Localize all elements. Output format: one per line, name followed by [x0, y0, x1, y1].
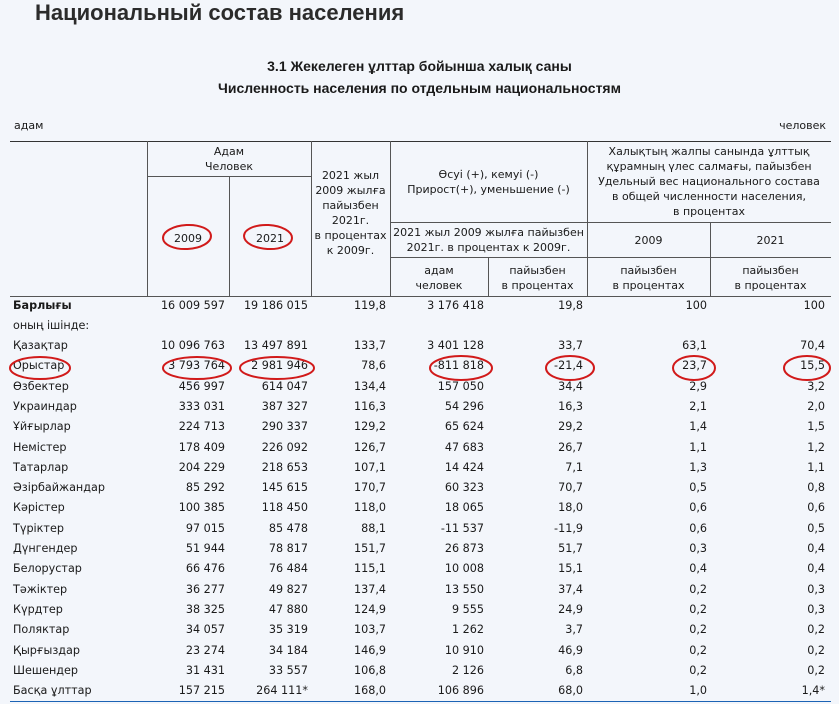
cell-growth-pct: 33,7 [558, 339, 583, 352]
cell-nationality: Әзірбайжандар [13, 481, 105, 495]
cell-share-2021: 0,3 [807, 582, 825, 596]
header-growth: Өсуі (+), кемуі (-) Прирост(+), уменьшение (-) [407, 168, 570, 196]
cell-nationality: Ұйғырлар [13, 420, 71, 434]
cell-growth-abs: 10 008 [444, 562, 484, 576]
header-share-2021-unit: пайызбен в процентах [734, 264, 807, 292]
header-bottom-rule [10, 296, 831, 297]
cell-share-2009: 0,3 [689, 542, 707, 555]
cell-2021: 387 327 [261, 399, 308, 413]
cell-nationality: Шешендер [13, 663, 79, 677]
cell-2021: 78 817 [268, 542, 308, 555]
cell-nationality: Басқа ұлттар [13, 684, 92, 698]
cell-share-2009: 1,4 [689, 420, 707, 434]
cell-share-2009: 0,2 [689, 582, 707, 596]
cell-share-2009: 0,5 [689, 481, 707, 495]
cell-growth-abs: 106 896 [437, 684, 484, 698]
cell-pct: 107,1 [353, 460, 386, 474]
cell-share-2021: 15,5 [800, 359, 825, 373]
cell-share-2009: 1,3 [689, 460, 707, 474]
cell-share-2009: 63,1 [682, 339, 707, 352]
table-row [0, 481, 839, 501]
cell-pct: 78,6 [361, 359, 386, 373]
cell-pct: 106,8 [353, 663, 386, 677]
table-row [0, 562, 839, 582]
cell-nationality: Немістер [13, 440, 67, 454]
cell-2009: 16 009 597 [160, 299, 225, 312]
header-share-2009-unit: пайызбен в процентах [612, 264, 685, 292]
header-year-2021: 2021 [256, 232, 284, 245]
cell-growth-abs: 14 424 [444, 460, 484, 474]
cell-share-2021: 0,2 [807, 643, 825, 657]
cell-pct: 126,7 [353, 440, 386, 454]
cell-growth-pct: 24,9 [558, 602, 583, 616]
subheader-label: оның ішінде: [13, 319, 90, 332]
cell-2021: 35 319 [268, 623, 308, 637]
cell-nationality: Дүнгендер [13, 542, 78, 555]
cell-2021: 76 484 [268, 562, 308, 576]
table-title-kz: 3.1 Жекелеген ұлттар бойынша халық саны [267, 58, 572, 74]
cell-pct: 151,7 [353, 542, 386, 555]
cell-2009: 224 713 [178, 420, 225, 434]
cell-growth-abs: 65 624 [444, 420, 484, 434]
cell-pct: 118,0 [353, 501, 386, 515]
header-rule-sub [390, 257, 831, 258]
cell-2021: 226 092 [261, 440, 308, 454]
table-row [0, 359, 839, 379]
cell-share-2021: 0,4 [807, 542, 825, 555]
table-row [0, 339, 839, 359]
cell-2021: 47 880 [268, 602, 308, 616]
cell-2009: 10 096 763 [160, 339, 225, 352]
cell-2021: 13 497 891 [243, 339, 308, 352]
cell-growth-abs: 3 176 418 [427, 299, 484, 312]
cell-share-2021: 0,2 [807, 623, 825, 637]
cell-growth-pct: 15,1 [558, 562, 583, 576]
cell-share-2021: 1,4* [801, 684, 825, 698]
cell-share-2021: 0,3 [807, 602, 825, 616]
cell-share-2009: 0,6 [689, 521, 707, 535]
table-row [0, 603, 839, 623]
cell-share-2021: 1,1 [807, 460, 825, 474]
cell-growth-pct: -11,9 [554, 521, 583, 535]
cell-growth-abs: 2 126 [451, 663, 484, 677]
header-rule-share [587, 222, 831, 223]
cell-2009: 97 015 [185, 521, 225, 535]
cell-share-2009: 100 [685, 299, 707, 312]
cell-2009: 34 057 [185, 623, 225, 637]
cell-nationality: Белорустар [13, 562, 82, 576]
cell-nationality: Украиндар [13, 399, 77, 413]
cell-share-2021: 1,2 [807, 440, 825, 454]
header-share-2009: 2009 [634, 234, 663, 247]
cell-growth-abs: 1 262 [451, 623, 484, 637]
cell-share-2009: 0,2 [689, 643, 707, 657]
cell-pct: 88,1 [361, 521, 386, 535]
cell-nationality: Орыстар [13, 359, 65, 373]
cell-pct: 170,7 [353, 481, 386, 495]
cell-growth-abs: 10 910 [444, 643, 484, 657]
cell-growth-abs: 157 050 [437, 379, 484, 393]
cell-growth-abs: 60 323 [444, 481, 484, 495]
cell-2009: 66 476 [185, 562, 225, 576]
cell-nationality: Қазақтар [13, 339, 68, 352]
cell-share-2009: 0,2 [689, 663, 707, 677]
page-title: Национальный состав населения [35, 0, 405, 25]
cell-share-2021: 0,6 [807, 501, 825, 515]
table-row [0, 380, 839, 400]
unit-label-ru: человек [779, 119, 826, 132]
cell-growth-pct: 7,1 [565, 460, 583, 474]
cell-2021: 218 653 [261, 460, 308, 474]
cell-pct: 146,9 [353, 643, 386, 657]
cell-2021: 2 981 946 [251, 359, 308, 373]
cell-growth-pct: 51,7 [558, 542, 583, 555]
cell-growth-pct: -21,4 [554, 359, 583, 373]
cell-pct: 137,4 [353, 582, 386, 596]
header-growth-sub: 2021 жыл 2009 жылға пайызбен 2021г. в процентах к 2009г. [393, 226, 584, 254]
table-title-ru: Численность населения по отдельным национальностям [218, 80, 621, 96]
cell-share-2009: 2,9 [689, 379, 707, 393]
table-row [0, 684, 839, 704]
cell-growth-abs: 13 550 [444, 582, 484, 596]
cell-share-2021: 100 [803, 299, 825, 312]
table-row [0, 522, 839, 542]
header-share: Халықтың жалпы санында ұлттық құрамның үлес салмағы, пайызбен Удельный вес национального состава в общей численности населения, в процентах [598, 145, 820, 218]
cell-share-2009: 1,0 [689, 684, 707, 698]
cell-share-2021: 2,0 [807, 399, 825, 413]
cell-growth-pct: 46,9 [558, 643, 583, 657]
cell-2009: 85 292 [185, 481, 225, 495]
cell-growth-abs: 54 296 [444, 399, 484, 413]
cell-2021: 34 184 [268, 643, 308, 657]
cell-growth-abs: 26 873 [444, 542, 484, 555]
cell-nationality: Кәрістер [13, 501, 65, 515]
cell-growth-pct: 3,7 [565, 623, 583, 637]
cell-2009: 3 793 764 [168, 359, 225, 373]
table-row [0, 644, 839, 664]
cell-pct: 134,4 [353, 379, 386, 393]
table-row [0, 664, 839, 684]
cell-2009: 333 031 [178, 399, 225, 413]
cell-2009: 38 325 [185, 602, 225, 616]
cell-growth-pct: 34,4 [558, 379, 583, 393]
cell-share-2009: 0,4 [689, 562, 707, 576]
cell-2021: 33 557 [268, 663, 308, 677]
table-row [0, 501, 839, 521]
cell-2021: 290 337 [261, 420, 308, 434]
cell-growth-abs: -11 537 [440, 521, 484, 535]
cell-2009: 456 997 [178, 379, 225, 393]
cell-pct: 168,0 [353, 684, 386, 698]
header-people: Адам Человек [205, 145, 253, 173]
cell-share-2021: 70,4 [800, 339, 825, 352]
cell-growth-pct: 29,2 [558, 420, 583, 434]
cell-growth-pct: 26,7 [558, 440, 583, 454]
cell-growth-pct: 37,4 [558, 582, 583, 596]
cell-growth-pct: 70,7 [558, 481, 583, 495]
cell-growth-pct: 6,8 [565, 663, 583, 677]
cell-2009: 100 385 [178, 501, 225, 515]
cell-growth-pct: 18,0 [558, 501, 583, 515]
header-pct-2021-2009: 2021 жыл 2009 жылға пайызбен 2021г. в процентах к 2009г. [314, 169, 387, 257]
header-growth-abs: адам человек [415, 264, 463, 292]
cell-nationality: Өзбектер [13, 379, 69, 393]
table-row [0, 461, 839, 481]
cell-nationality: Күрдтер [13, 602, 63, 616]
cell-share-2009: 2,1 [689, 399, 707, 413]
cell-pct: 116,3 [353, 399, 386, 413]
cell-share-2009: 0,2 [689, 602, 707, 616]
cell-pct: 124,9 [353, 602, 386, 616]
cell-2021: 19 186 015 [243, 299, 308, 312]
cell-growth-abs: 47 683 [444, 440, 484, 454]
cell-pct: 129,2 [353, 420, 386, 434]
cell-2021: 145 615 [261, 481, 308, 495]
cell-share-2021: 1,5 [807, 420, 825, 434]
cell-2009: 51 944 [185, 542, 225, 555]
cell-2009: 23 274 [185, 643, 225, 657]
cell-nationality: Татарлар [13, 460, 69, 474]
table-row-total [0, 299, 839, 319]
cell-share-2021: 0,2 [807, 663, 825, 677]
cell-share-2021: 0,4 [807, 562, 825, 576]
cell-growth-pct: 16,3 [558, 399, 583, 413]
cell-2009: 36 277 [185, 582, 225, 596]
cell-growth-abs: -811 818 [433, 359, 484, 373]
cell-pct: 133,7 [353, 339, 386, 352]
cell-growth-abs: 18 065 [444, 501, 484, 515]
cell-2021: 264 111* [256, 684, 308, 698]
cell-growth-pct: 68,0 [558, 684, 583, 698]
cell-share-2009: 0,6 [689, 501, 707, 515]
cell-share-2009: 23,7 [682, 359, 707, 373]
header-share-2021: 2021 [756, 234, 785, 247]
cell-share-2021: 0,5 [807, 521, 825, 535]
cell-nationality: Түріктер [13, 521, 64, 535]
header-year-2009: 2009 [174, 232, 202, 245]
cell-pct: 119,8 [353, 299, 386, 312]
cell-pct: 115,1 [353, 562, 386, 576]
cell-2021: 118 450 [261, 501, 308, 515]
cell-share-2009: 1,1 [689, 440, 707, 454]
cell-2009: 204 229 [178, 460, 225, 474]
cell-growth-abs: 9 555 [451, 602, 484, 616]
cell-share-2021: 3,2 [807, 379, 825, 393]
cell-nationality: Тәжіктер [13, 582, 68, 596]
cell-share-2021: 0,8 [807, 481, 825, 495]
cell-growth-pct: 19,8 [558, 299, 583, 312]
cell-2021: 614 047 [261, 379, 308, 393]
cell-pct: 103,7 [353, 623, 386, 637]
cell-2021: 85 478 [268, 521, 308, 535]
cell-2009: 31 431 [185, 663, 225, 677]
cell-2009: 157 215 [178, 684, 225, 698]
header-rule-growth [390, 222, 587, 223]
cell-share-2009: 0,2 [689, 623, 707, 637]
header-top-rule [10, 141, 831, 142]
subheader-row [0, 319, 839, 339]
cell-nationality: Қырғыздар [13, 643, 80, 657]
table-row [0, 400, 839, 420]
cell-growth-abs: 3 401 128 [427, 339, 484, 352]
header-growth-pct: пайызбен в процентах [501, 264, 574, 292]
table-row [0, 542, 839, 562]
cell-2021: 49 827 [268, 582, 308, 596]
table-row [0, 420, 839, 440]
table-row [0, 623, 839, 643]
table-row [0, 583, 839, 603]
cell-2009: 178 409 [178, 440, 225, 454]
table-row [0, 441, 839, 461]
cell-nationality: Барлығы [13, 299, 72, 312]
unit-label-kz: адам [14, 119, 44, 132]
cell-nationality: Поляктар [13, 623, 70, 637]
